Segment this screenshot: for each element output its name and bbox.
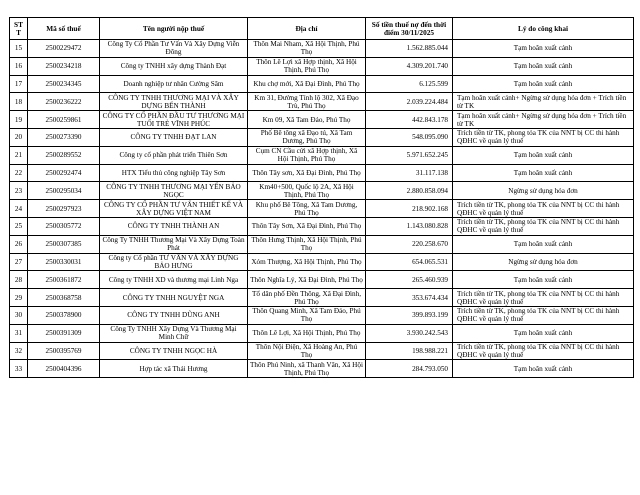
cell-amount: 218.902.168 xyxy=(366,200,453,218)
table-row xyxy=(10,57,634,75)
table-row xyxy=(10,360,634,378)
table-row xyxy=(10,324,634,342)
cell-reason: Tạm hoãn xuất cảnh xyxy=(453,164,634,182)
cell-amount: 5.971.652.245 xyxy=(366,146,453,164)
table-row xyxy=(10,289,634,307)
table-row xyxy=(10,306,634,324)
cell-reason: Trích tiền từ TK, phong tỏa TK của NNT bị CC thi hành QĐHC về quản lý thuế xyxy=(453,200,634,218)
cell-stt: 16 xyxy=(10,57,28,75)
cell-amount: 31.117.138 xyxy=(366,164,453,182)
cell-taxpayer-name: CÔNG TY TNHH NGỌC HÀ xyxy=(100,342,248,360)
cell-stt: 25 xyxy=(10,217,28,235)
cell-reason: Tạm hoãn xuất cảnh xyxy=(453,235,634,253)
cell-address: Km 31, Đường Tỉnh lộ 302, Xã Đạo Trù, Phú Thọ xyxy=(248,93,366,111)
cell-reason: Tạm hoãn xuất cảnh xyxy=(453,271,634,289)
cell-stt: 32 xyxy=(10,342,28,360)
cell-tax-code: 2500361872 xyxy=(28,271,100,289)
cell-reason: Tạm hoãn xuất cảnh+ Ngừng sử dụng hóa đơn + Trích tiền từ TK xyxy=(453,93,634,111)
cell-stt: 29 xyxy=(10,289,28,307)
cell-amount: 654.065.531 xyxy=(366,253,453,271)
cell-tax-code: 2500368758 xyxy=(28,289,100,307)
cell-stt: 18 xyxy=(10,93,28,111)
cell-amount: 1.562.885.044 xyxy=(366,40,453,58)
cell-stt: 23 xyxy=(10,182,28,200)
cell-address: Phố Bê tông xã Đạo tú, Xã Tam Dương, Phú Thọ xyxy=(248,128,366,146)
cell-reason: Tạm hoãn xuất cảnh xyxy=(453,75,634,93)
cell-stt: 17 xyxy=(10,75,28,93)
cell-amount: 548.095.090 xyxy=(366,128,453,146)
cell-reason: Trích tiền từ TK, phong tỏa TK của NNT bị CC thi hành QĐHC về quản lý thuế xyxy=(453,217,634,235)
cell-taxpayer-name: CÔNG TY CỔ PHẦN ĐẦU TƯ THƯƠNG MẠI TUỔI TRẺ VĨNH PHÚC xyxy=(100,111,248,129)
cell-tax-code: 2500259861 xyxy=(28,111,100,129)
cell-taxpayer-name: Công ty TNHH xây dựng Thành Đạt xyxy=(100,57,248,75)
cell-stt: 31 xyxy=(10,324,28,342)
table-header xyxy=(10,18,634,40)
cell-taxpayer-name: CÔNG TY CỔ PHẦN TƯ VẤN THIẾT KẾ VÀ XÂY DỰNG VIỆT NAM xyxy=(100,200,248,218)
cell-amount: 198.988.221 xyxy=(366,342,453,360)
cell-tax-code: 2500404396 xyxy=(28,360,100,378)
cell-reason: Tạm hoãn xuất cảnh xyxy=(453,57,634,75)
cell-stt: 20 xyxy=(10,128,28,146)
cell-reason: Trích tiền từ TK, phong tỏa TK của NNT bị CC thi hành QĐHC về quản lý thuế xyxy=(453,342,634,360)
cell-taxpayer-name: CÔNG TY TNHH THÀNH AN xyxy=(100,217,248,235)
table-row xyxy=(10,40,634,58)
cell-amount: 2.039.224.484 xyxy=(366,93,453,111)
tax-debt-table-container xyxy=(9,17,633,378)
header-amount: Số tiền thuế nợ đến thời điểm 30/11/2025 xyxy=(366,18,453,40)
cell-stt: 19 xyxy=(10,111,28,129)
cell-tax-code: 2500234218 xyxy=(28,57,100,75)
header-tax-code: Mã số thuế xyxy=(28,18,100,40)
cell-address: Thôn Nghĩa Lý, Xã Đại Đình, Phú Thọ xyxy=(248,271,366,289)
cell-stt: 21 xyxy=(10,146,28,164)
cell-address: Thôn Mai Nham, Xã Hội Thịnh, Phú Thọ xyxy=(248,40,366,58)
cell-tax-code: 2500234345 xyxy=(28,75,100,93)
cell-stt: 27 xyxy=(10,253,28,271)
cell-amount: 220.258.670 xyxy=(366,235,453,253)
cell-amount: 399.893.199 xyxy=(366,306,453,324)
cell-taxpayer-name: CÔNG TY TNHH DŨNG ANH xyxy=(100,306,248,324)
table-row xyxy=(10,200,634,218)
cell-tax-code: 2500229472 xyxy=(28,40,100,58)
table-row xyxy=(10,146,634,164)
cell-reason: Trích tiền từ TK, phong tỏa TK của NNT bị CC thi hành QĐHC về quản lý thuế xyxy=(453,128,634,146)
cell-address: Thôn Nội Điện, Xã Hoàng An, Phú Thọ xyxy=(248,342,366,360)
cell-stt: 28 xyxy=(10,271,28,289)
header-reason: Lý do công khai xyxy=(453,18,634,40)
cell-reason: Tạm hoãn xuất cảnh xyxy=(453,360,634,378)
table-row xyxy=(10,111,634,129)
cell-address: Thôn Tây sơn, Xã Đại Đình, Phú Thọ xyxy=(248,164,366,182)
table-body xyxy=(10,40,634,378)
cell-reason: Tạm hoãn xuất cảnh xyxy=(453,146,634,164)
cell-taxpayer-name: Hợp tác xã Thái Hương xyxy=(100,360,248,378)
cell-stt: 30 xyxy=(10,306,28,324)
cell-amount: 1.143.080.828 xyxy=(366,217,453,235)
cell-address: Thôn Hưng Thịnh, Xã Hội Thịnh, Phú Thọ xyxy=(248,235,366,253)
cell-taxpayer-name: Công ty Cổ phần TƯ VẤN VÀ XÂY DỰNG BẢO HƯNG xyxy=(100,253,248,271)
cell-taxpayer-name: Công Ty Cổ Phần Tư Vấn Và Xây Dựng Viễn Đông xyxy=(100,40,248,58)
header-taxpayer: Tên người nộp thuế xyxy=(100,18,248,40)
cell-tax-code: 2500289552 xyxy=(28,146,100,164)
cell-tax-code: 2500378900 xyxy=(28,306,100,324)
cell-taxpayer-name: CÔNG TY TNHH THƯƠNG MẠI YẾN BẢO NGỌC xyxy=(100,182,248,200)
tax-debt-table xyxy=(9,17,634,378)
table-row xyxy=(10,253,634,271)
cell-address: Khu phố Bê Tông, Xã Tam Dương, Phú Thọ xyxy=(248,200,366,218)
table-row xyxy=(10,182,634,200)
cell-tax-code: 2500273390 xyxy=(28,128,100,146)
cell-taxpayer-name: Công ty TNHH XD và thương mại Linh Nga xyxy=(100,271,248,289)
cell-amount: 3.930.242.543 xyxy=(366,324,453,342)
cell-tax-code: 2500307385 xyxy=(28,235,100,253)
cell-amount: 6.125.599 xyxy=(366,75,453,93)
cell-taxpayer-name: Công ty cổ phần phát triển Thiên Sơn xyxy=(100,146,248,164)
cell-reason: Ngừng sử dụng hóa đơn xyxy=(453,253,634,271)
cell-address: Khu chợ mới, Xã Đại Đình, Phú Thọ xyxy=(248,75,366,93)
cell-taxpayer-name: Công Ty TNHH Thương Mại Và Xây Dựng Toàn Phát xyxy=(100,235,248,253)
cell-taxpayer-name: HTX Tiểu thủ công nghiệp Tây Sơn xyxy=(100,164,248,182)
cell-reason: Trích tiền từ TK, phong tỏa TK của NNT bị CC thi hành QĐHC về quản lý thuế xyxy=(453,306,634,324)
cell-tax-code: 2500292474 xyxy=(28,164,100,182)
cell-reason: Tạm hoãn xuất cảnh+ Ngừng sử dụng hóa đơn + Trích tiền từ TK xyxy=(453,111,634,129)
cell-stt: 26 xyxy=(10,235,28,253)
cell-stt: 15 xyxy=(10,40,28,58)
cell-address: Tổ dân phố Đền Thõng, Xã Đại Đình, Phú Thọ xyxy=(248,289,366,307)
cell-amount: 265.460.939 xyxy=(366,271,453,289)
cell-address: Thôn Phú Ninh, xã Thanh Vân, Xã Hội Thịnh, Phú Thọ xyxy=(248,360,366,378)
table-row xyxy=(10,235,634,253)
cell-stt: 22 xyxy=(10,164,28,182)
table-row xyxy=(10,342,634,360)
cell-address: Km 09, Xã Tam Đảo, Phú Thọ xyxy=(248,111,366,129)
cell-tax-code: 2500297923 xyxy=(28,200,100,218)
cell-amount: 284.793.050 xyxy=(366,360,453,378)
cell-address: Thôn Quang Minh, Xã Tam Đảo, Phú Thọ xyxy=(248,306,366,324)
cell-taxpayer-name: CÔNG TY TNHH THƯƠNG MẠI VÀ XÂY DỰNG BẾN THÀNH xyxy=(100,93,248,111)
cell-taxpayer-name: CÔNG TY TNHH NGUYỆT NGA xyxy=(100,289,248,307)
cell-tax-code: 2500395769 xyxy=(28,342,100,360)
cell-amount: 2.880.858.094 xyxy=(366,182,453,200)
cell-address: Thôn Lê Lợi, Xã Hội Thịnh, Phú Thọ xyxy=(248,324,366,342)
cell-taxpayer-name: Doanh nghiệp tư nhân Cường Sâm xyxy=(100,75,248,93)
cell-taxpayer-name: CÔNG TY TNHH ĐẠT LAN xyxy=(100,128,248,146)
cell-tax-code: 2500295034 xyxy=(28,182,100,200)
cell-address: Km40+500, Quốc lộ 2A, Xã Hội Thịnh, Phú Thọ xyxy=(248,182,366,200)
cell-tax-code: 2500305772 xyxy=(28,217,100,235)
table-row xyxy=(10,164,634,182)
header-address: Địa chỉ xyxy=(248,18,366,40)
cell-address: Cụm CN Cầu cửi xã Hợp thịnh, Xã Hội Thịnh, Phú Thọ xyxy=(248,146,366,164)
cell-address: Xóm Thượng, Xã Hội Thịnh, Phú Thọ xyxy=(248,253,366,271)
cell-amount: 442.843.178 xyxy=(366,111,453,129)
cell-tax-code: 2500330031 xyxy=(28,253,100,271)
cell-reason: Tạm hoãn xuất cảnh xyxy=(453,40,634,58)
cell-amount: 4.309.201.740 xyxy=(366,57,453,75)
cell-taxpayer-name: Công Ty TNHH Xây Dựng Và Thương Mại Minh Chữ xyxy=(100,324,248,342)
table-row xyxy=(10,93,634,111)
cell-stt: 33 xyxy=(10,360,28,378)
cell-stt: 24 xyxy=(10,200,28,218)
cell-reason: Ngừng sử dụng hóa đơn xyxy=(453,182,634,200)
header-row xyxy=(10,18,634,40)
cell-tax-code: 2500236222 xyxy=(28,93,100,111)
table-row xyxy=(10,217,634,235)
table-row xyxy=(10,75,634,93)
cell-reason: Trích tiền từ TK, phong tỏa TK của NNT bị CC thi hành QĐHC về quản lý thuế xyxy=(453,289,634,307)
header-stt: ST T xyxy=(10,18,28,40)
cell-address: Thôn Tây Sơn, Xã Đại Đình, Phú Thọ xyxy=(248,217,366,235)
table-row xyxy=(10,271,634,289)
cell-tax-code: 2500391309 xyxy=(28,324,100,342)
table-row xyxy=(10,128,634,146)
cell-address: Thôn Lê Lợi xã Hợp thịnh, Xã Hội Thịnh, Phú Thọ xyxy=(248,57,366,75)
cell-amount: 353.674.434 xyxy=(366,289,453,307)
cell-reason: Tạm hoãn xuất cảnh xyxy=(453,324,634,342)
